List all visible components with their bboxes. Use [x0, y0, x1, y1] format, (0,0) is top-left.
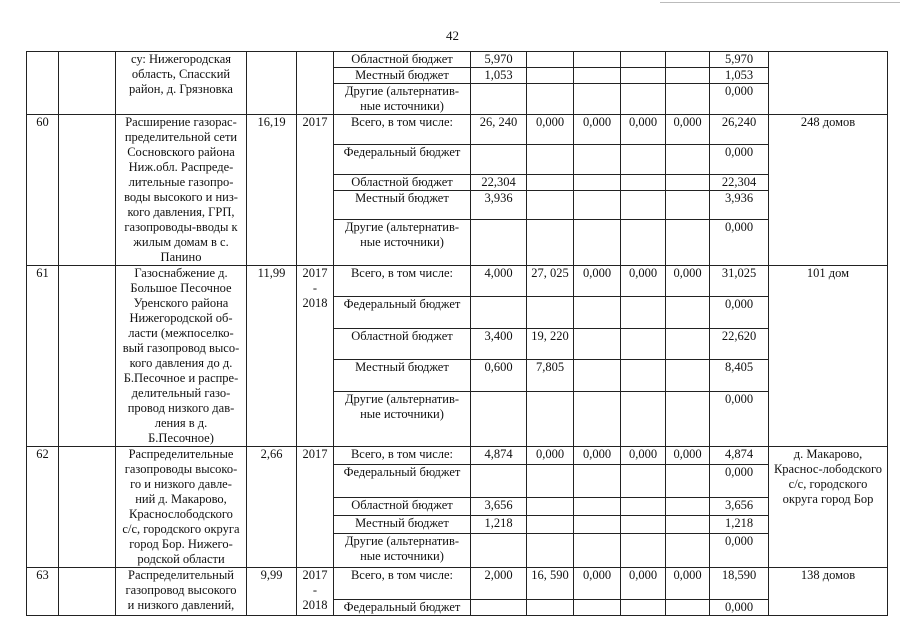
- value-total: 1,218: [710, 515, 769, 533]
- value-2019: 0,000: [574, 266, 621, 297]
- funding-source: Федеральный бюджет: [334, 297, 471, 328]
- value-2021: 0,000: [666, 447, 710, 465]
- funding-source: Всего, в том числе:: [334, 568, 471, 600]
- value-2019: [574, 191, 621, 219]
- value-2017: [471, 297, 527, 328]
- value-2019: [574, 84, 621, 115]
- value-2018: [527, 219, 574, 265]
- funding-source: Областной бюджет: [334, 328, 471, 359]
- value-2017: 3,936: [471, 191, 527, 219]
- value-2017: 1,053: [471, 68, 527, 84]
- result-houses: 248 домов: [769, 115, 888, 266]
- value-2021: [666, 219, 710, 265]
- item-number: 62: [27, 447, 59, 568]
- value-2021: 0,000: [666, 266, 710, 297]
- object-name: [116, 115, 247, 266]
- value-2019: [574, 498, 621, 516]
- value-2017: [471, 600, 527, 616]
- object-name-line: пределительной сети: [124, 130, 238, 144]
- value-2019: [574, 145, 621, 175]
- value-2019: [574, 328, 621, 359]
- blank-cell: [59, 568, 116, 616]
- object-name-line: Распределительные: [128, 447, 234, 461]
- object-name-line: Нижегородской об-: [129, 311, 233, 325]
- funding-source: Другие (альтернатив-ные источники): [334, 391, 471, 447]
- value-2017: 1,218: [471, 515, 527, 533]
- funding-source: Всего, в том числе:: [334, 115, 471, 145]
- object-name-line: ления в д.: [154, 416, 208, 430]
- year-range: 2017 - 2018: [297, 568, 334, 616]
- object-name: [116, 266, 247, 447]
- funding-source: Областной бюджет: [334, 52, 471, 68]
- object-name-line: Расширение газорас-: [125, 115, 237, 129]
- value-2019: [574, 600, 621, 616]
- value-total: 0,000: [710, 391, 769, 447]
- funding-source: Всего, в том числе:: [334, 266, 471, 297]
- value-total: 31,025: [710, 266, 769, 297]
- value-total: 3,656: [710, 498, 769, 516]
- funding-source: Областной бюджет: [334, 498, 471, 516]
- object-name-line: Распределительный: [128, 568, 234, 582]
- value-total: 0,000: [710, 600, 769, 616]
- item-number: 60: [27, 115, 59, 266]
- object-name-line: воды высокого и низ-: [124, 190, 238, 204]
- value-2021: [666, 52, 710, 68]
- object-name-line: родской области: [137, 552, 225, 566]
- value-2018: [527, 498, 574, 516]
- value-2018: 19, 220: [527, 328, 574, 359]
- item-number: 63: [27, 568, 59, 616]
- value-2018: 0,000: [527, 447, 574, 465]
- year-range: 2017: [297, 447, 334, 568]
- value-2017: 2,000: [471, 568, 527, 600]
- value-total: 0,000: [710, 84, 769, 115]
- length-km: 2,66: [247, 447, 297, 568]
- value-2019: 0,000: [574, 568, 621, 600]
- blank-cell: [59, 447, 116, 568]
- funding-source: Федеральный бюджет: [334, 600, 471, 616]
- value-2018: [527, 533, 574, 567]
- object-name-line: газопроводы высоко-: [124, 462, 238, 476]
- length-km: 11,99: [247, 266, 297, 447]
- object-name-line: Краснослободского: [129, 507, 233, 521]
- page-edge-line: [660, 2, 900, 3]
- value-2019: [574, 515, 621, 533]
- value-2018: [527, 515, 574, 533]
- result-houses: 138 домов: [769, 568, 888, 616]
- value-2020: [621, 360, 666, 391]
- value-2017: [471, 219, 527, 265]
- value-2021: [666, 297, 710, 328]
- year-range: 2017: [297, 115, 334, 266]
- funding-table: [26, 51, 888, 616]
- value-2021: [666, 328, 710, 359]
- value-2020: [621, 219, 666, 265]
- value-2017: 26, 240: [471, 115, 527, 145]
- funding-source: Федеральный бюджет: [334, 145, 471, 175]
- value-2020: [621, 68, 666, 84]
- value-2020: [621, 145, 666, 175]
- value-2017: [471, 464, 527, 497]
- length-km: 9,99: [247, 568, 297, 616]
- page-number: 42: [446, 28, 459, 43]
- value-2018: [527, 145, 574, 175]
- funding-source: Другие (альтернатив-ные источники): [334, 219, 471, 265]
- value-2018: [527, 175, 574, 191]
- object-name-line: Большое Песочное: [130, 281, 232, 295]
- result-houses: 101 дом: [769, 266, 888, 447]
- object-name-line: кого давления, ГРП,: [127, 205, 235, 219]
- value-2017: 0,600: [471, 360, 527, 391]
- value-2021: [666, 68, 710, 84]
- object-name-line: Сосновского района: [127, 145, 235, 159]
- value-2018: [527, 68, 574, 84]
- value-2018: 0,000: [527, 115, 574, 145]
- blank-cell: [59, 52, 116, 115]
- value-2018: [527, 52, 574, 68]
- value-2020: [621, 52, 666, 68]
- value-2021: [666, 498, 710, 516]
- value-total: 26,240: [710, 115, 769, 145]
- value-2017: [471, 391, 527, 447]
- object-name-line: го и низкого давле-: [130, 477, 232, 491]
- result-houses: д. Макарово, Краснос-лободского с/с, городского округа город Бор: [769, 447, 888, 568]
- object-name-line: лительные газопро-: [128, 175, 234, 189]
- value-2020: 0,000: [621, 447, 666, 465]
- value-2019: [574, 175, 621, 191]
- value-2021: [666, 600, 710, 616]
- value-2018: 16, 590: [527, 568, 574, 600]
- funding-source: Другие (альтернатив-ные источники): [334, 533, 471, 567]
- value-total: 0,000: [710, 145, 769, 175]
- value-2019: [574, 297, 621, 328]
- object-name-line: вый газопровод высо-: [122, 341, 240, 355]
- value-2018: [527, 84, 574, 115]
- object-name-line: Газоснабжение д.: [134, 266, 228, 280]
- value-2021: 0,000: [666, 568, 710, 600]
- value-2021: [666, 515, 710, 533]
- length-km: [247, 52, 297, 115]
- value-2021: [666, 464, 710, 497]
- value-total: 1,053: [710, 68, 769, 84]
- blank-cell: [59, 115, 116, 266]
- value-2019: [574, 219, 621, 265]
- object-name: [116, 52, 247, 115]
- value-2020: [621, 498, 666, 516]
- object-name-line: провод низкого дав-: [127, 401, 235, 415]
- value-2018: [527, 297, 574, 328]
- value-2021: [666, 175, 710, 191]
- object-name-line: кого давления до д.: [129, 356, 233, 370]
- value-total: 22,304: [710, 175, 769, 191]
- value-2020: [621, 191, 666, 219]
- value-2018: 27, 025: [527, 266, 574, 297]
- result-houses: [769, 52, 888, 115]
- value-2019: [574, 464, 621, 497]
- object-name-line: су: Нижегородская: [130, 52, 232, 66]
- object-name-line: область, Спасский: [131, 67, 231, 81]
- value-2018: [527, 600, 574, 616]
- object-name-line: район, д. Грязновка: [129, 82, 233, 96]
- value-2017: 4,000: [471, 266, 527, 297]
- object-name-line: Уренского района: [133, 296, 229, 310]
- value-2019: [574, 533, 621, 567]
- value-2017: 22,304: [471, 175, 527, 191]
- table-row: [27, 568, 888, 600]
- funding-source: Федеральный бюджет: [334, 464, 471, 497]
- value-2021: [666, 391, 710, 447]
- value-2019: [574, 391, 621, 447]
- value-2018: [527, 391, 574, 447]
- object-name-line: с/с, городского округа: [122, 522, 240, 536]
- value-2020: [621, 175, 666, 191]
- value-2020: [621, 84, 666, 115]
- value-2017: [471, 145, 527, 175]
- value-2019: [574, 360, 621, 391]
- value-2021: [666, 191, 710, 219]
- funding-source: Местный бюджет: [334, 191, 471, 219]
- object-name-line: Панино: [160, 250, 202, 264]
- object-name-line: и низкого давлений,: [127, 598, 235, 612]
- value-total: 8,405: [710, 360, 769, 391]
- funding-source: Областной бюджет: [334, 175, 471, 191]
- value-total: 0,000: [710, 464, 769, 497]
- table-body: [27, 52, 888, 616]
- object-name-line: Б.Песочное и распре-: [123, 371, 239, 385]
- value-2017: 4,874: [471, 447, 527, 465]
- object-name: [116, 447, 247, 568]
- value-total: 18,590: [710, 568, 769, 600]
- value-total: 0,000: [710, 533, 769, 567]
- value-2020: [621, 515, 666, 533]
- value-2020: [621, 297, 666, 328]
- length-km: 16,19: [247, 115, 297, 266]
- value-2019: 0,000: [574, 115, 621, 145]
- value-2020: 0,000: [621, 115, 666, 145]
- table-row: [27, 266, 888, 297]
- value-2019: [574, 68, 621, 84]
- object-name-line: Ниж.обл. Распреде-: [128, 160, 234, 174]
- value-2017: 5,970: [471, 52, 527, 68]
- funding-source: Местный бюджет: [334, 360, 471, 391]
- value-2020: [621, 600, 666, 616]
- value-total: 22,620: [710, 328, 769, 359]
- value-2019: [574, 52, 621, 68]
- object-name-line: ний д. Макарово,: [135, 492, 227, 506]
- object-name-line: делительный газо-: [131, 386, 231, 400]
- value-2021: [666, 360, 710, 391]
- value-2021: [666, 84, 710, 115]
- value-2020: [621, 464, 666, 497]
- year-range: 2017 - 2018: [297, 266, 334, 447]
- value-2018: [527, 191, 574, 219]
- value-2017: 3,656: [471, 498, 527, 516]
- table-row: [27, 115, 888, 145]
- item-number: [27, 52, 59, 115]
- value-total: 0,000: [710, 297, 769, 328]
- object-name-line: ласти (межпоселко-: [128, 326, 234, 340]
- value-2021: [666, 533, 710, 567]
- value-2020: [621, 391, 666, 447]
- value-total: 4,874: [710, 447, 769, 465]
- value-2020: 0,000: [621, 568, 666, 600]
- table-row: [27, 52, 888, 68]
- value-2018: [527, 464, 574, 497]
- value-total: 0,000: [710, 219, 769, 265]
- funding-source: Местный бюджет: [334, 68, 471, 84]
- value-2021: 0,000: [666, 115, 710, 145]
- value-2020: 0,000: [621, 266, 666, 297]
- value-total: 5,970: [710, 52, 769, 68]
- object-name-line: город Бор. Нижего-: [129, 537, 233, 551]
- value-2021: [666, 145, 710, 175]
- funding-source: Местный бюджет: [334, 515, 471, 533]
- object-name-line: газопровод высокого: [125, 583, 237, 597]
- funding-source: Другие (альтернатив-ные источники): [334, 84, 471, 115]
- object-name-line: газопроводы-вводы к: [124, 220, 238, 234]
- value-2017: 3,400: [471, 328, 527, 359]
- object-name-line: Б.Песочное): [148, 431, 214, 445]
- funding-source: Всего, в том числе:: [334, 447, 471, 465]
- value-2020: [621, 533, 666, 567]
- value-2018: 7,805: [527, 360, 574, 391]
- value-2019: 0,000: [574, 447, 621, 465]
- object-name-line: жилым домам в с.: [133, 235, 229, 249]
- item-number: 61: [27, 266, 59, 447]
- value-2020: [621, 328, 666, 359]
- value-2017: [471, 533, 527, 567]
- table-row: [27, 447, 888, 465]
- object-name: [116, 568, 247, 616]
- value-2017: [471, 84, 527, 115]
- year-range: [297, 52, 334, 115]
- value-total: 3,936: [710, 191, 769, 219]
- blank-cell: [59, 266, 116, 447]
